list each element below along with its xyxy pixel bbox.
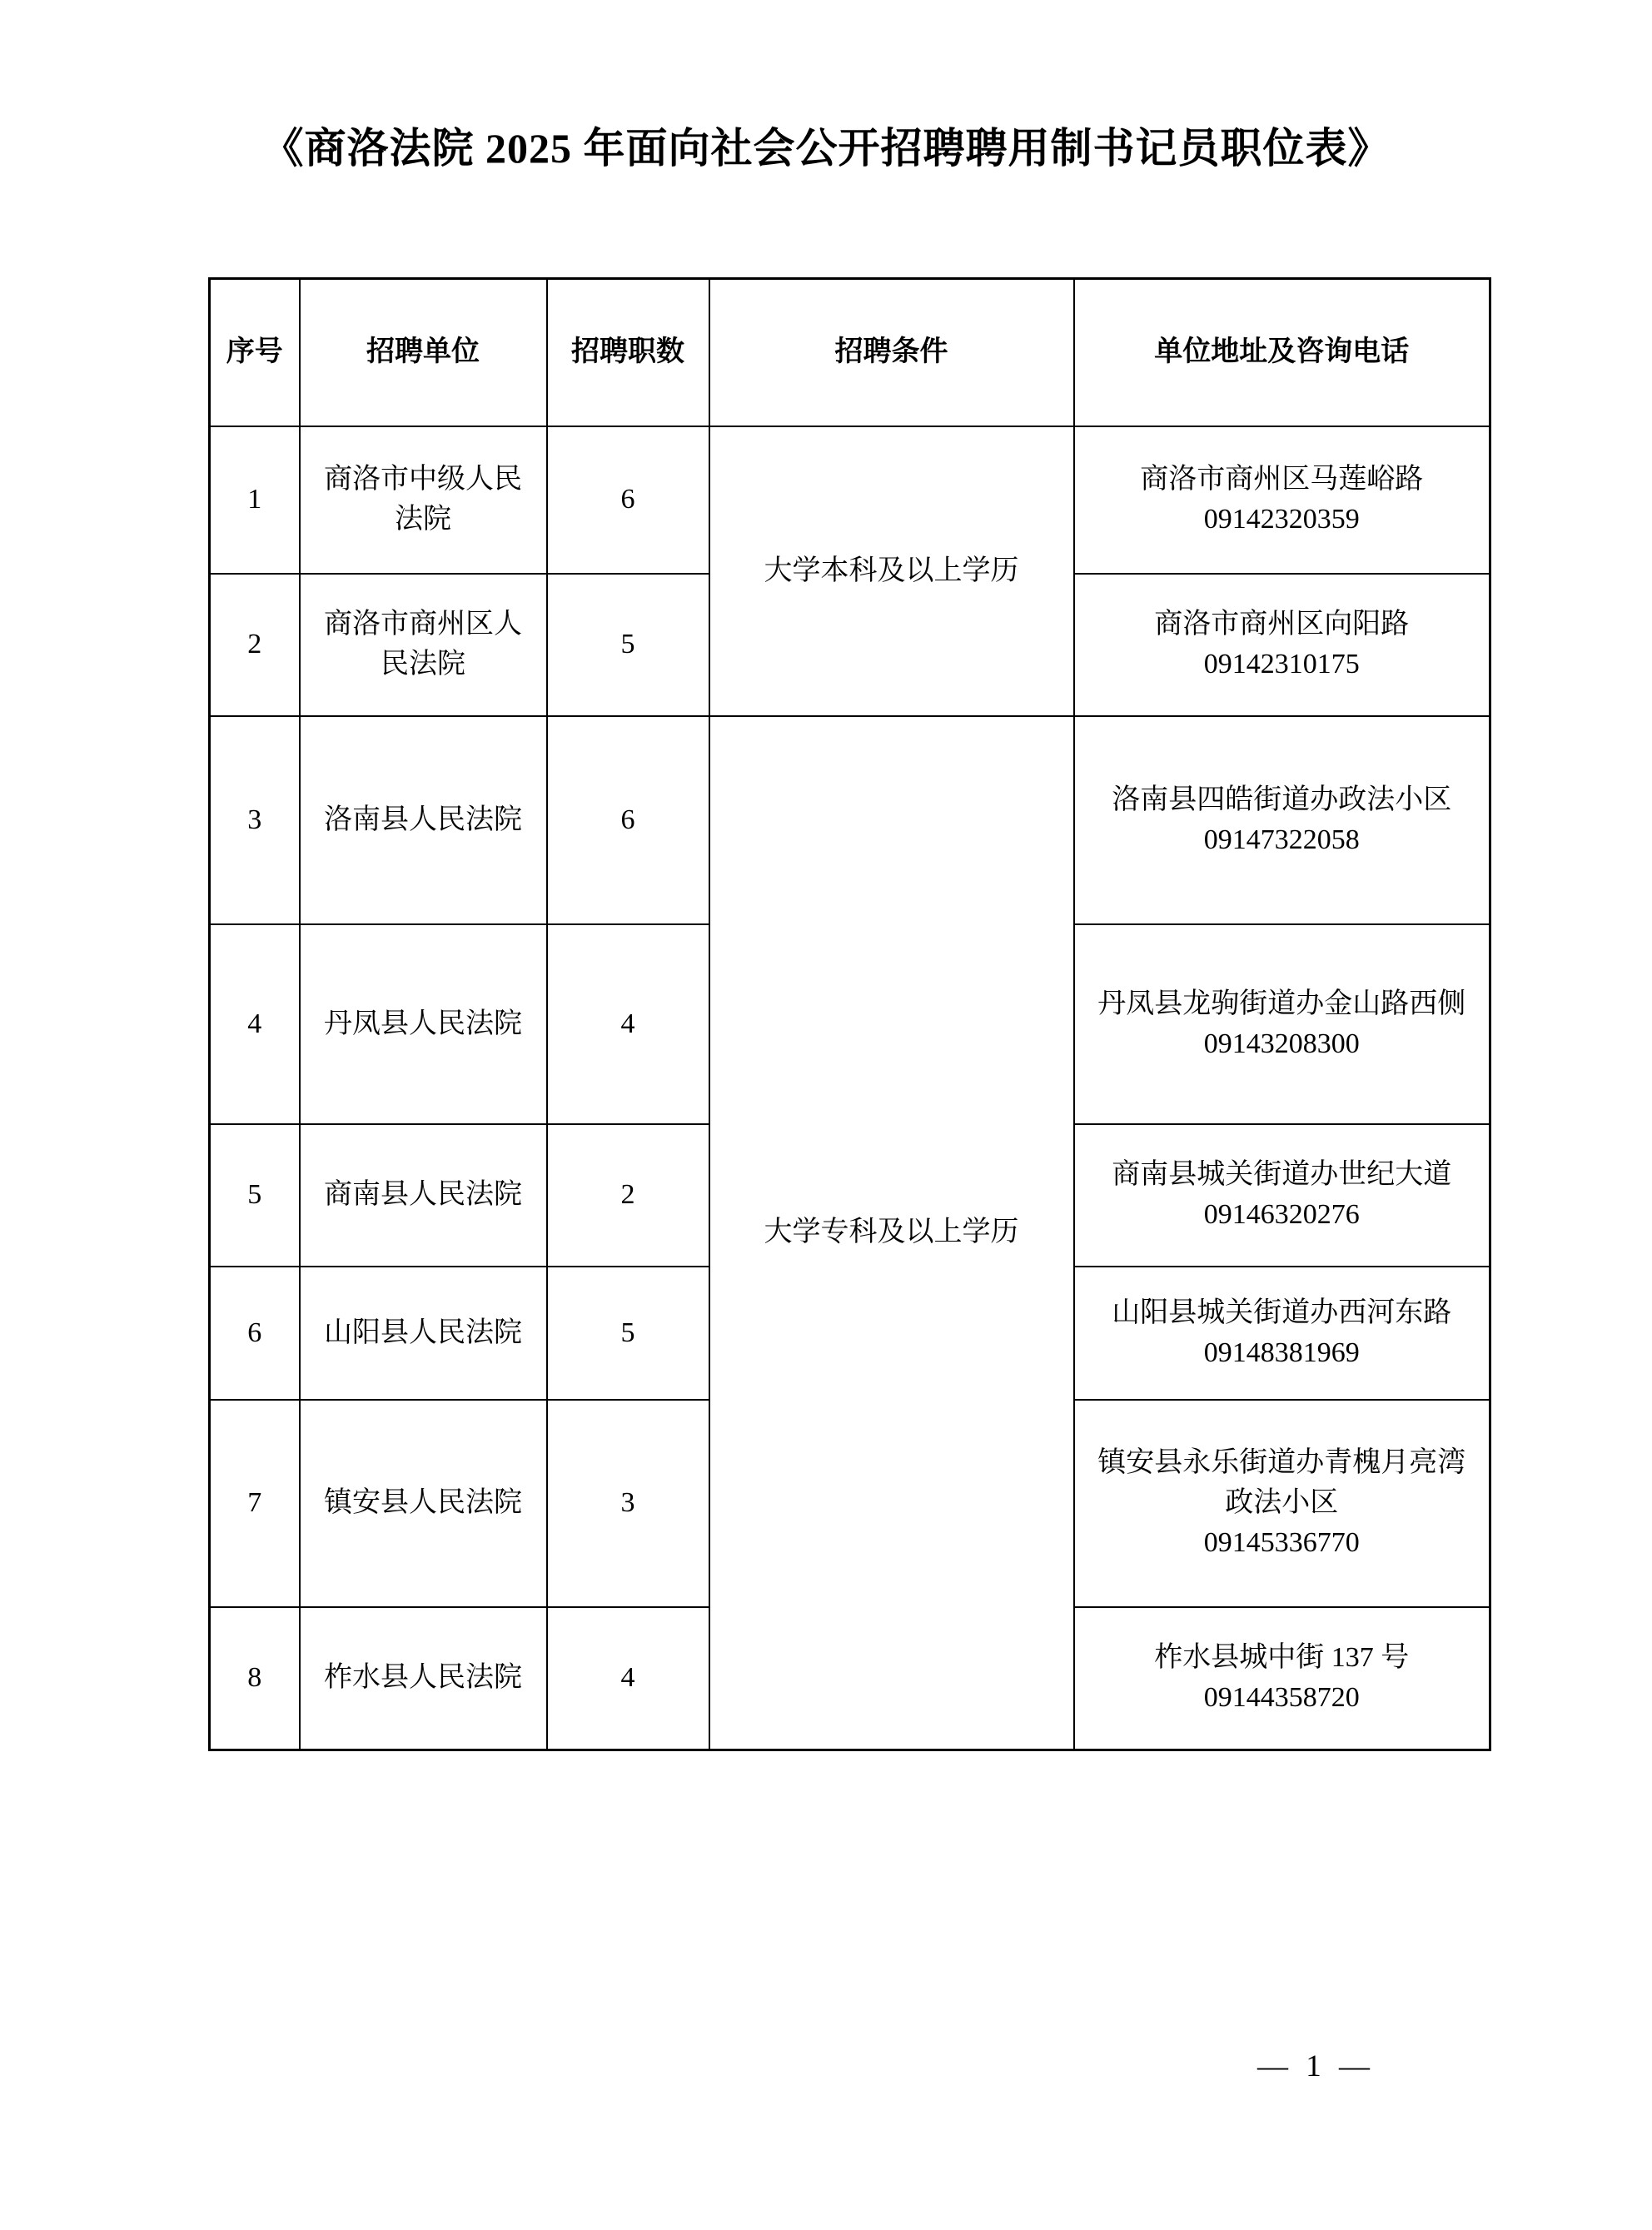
cell-position-count: 2 (547, 1124, 709, 1267)
table-header-row (210, 279, 1490, 426)
cell-address-phone (1074, 1267, 1490, 1400)
cell-address-phone (1074, 924, 1490, 1124)
cell-position-count: 5 (547, 1267, 709, 1400)
cell-address-phone (1074, 1607, 1490, 1750)
cell-serial-number: 4 (210, 924, 300, 1124)
cell-recruiting-unit: 洛南县人民法院 (300, 716, 547, 924)
cell-recruiting-unit: 山阳县人民法院 (300, 1267, 547, 1400)
cell-recruitment-condition: 大学本科及以上学历 (709, 426, 1074, 716)
cell-serial-number: 1 (210, 426, 300, 574)
phone-line: 09142310175 (1203, 649, 1360, 679)
phone-line: 09143208300 (1203, 1028, 1360, 1059)
cell-serial-number: 5 (210, 1124, 300, 1267)
phone-line: 09147322058 (1203, 824, 1360, 855)
header-address-phone: 单位地址及咨询电话 (1074, 279, 1490, 426)
positions-table (208, 277, 1491, 1751)
table-row (210, 426, 1490, 574)
phone-line: 09142320359 (1203, 504, 1360, 535)
cell-recruiting-unit: 商南县人民法院 (300, 1124, 547, 1267)
phone-line: 09148381969 (1203, 1337, 1360, 1368)
cell-serial-number: 3 (210, 716, 300, 924)
cell-serial-number: 8 (210, 1607, 300, 1750)
cell-address-phone (1074, 1124, 1490, 1267)
page-number: — 1 — (1257, 2049, 1375, 2083)
cell-position-count: 6 (547, 426, 709, 574)
cell-address-phone (1074, 574, 1490, 716)
address-line: 洛南县四皓街道办政法小区 (1112, 784, 1452, 815)
address-line: 商洛市商州区向阳路 (1154, 609, 1410, 640)
address-line: 商洛市商州区马莲峪路 (1140, 464, 1424, 495)
cell-position-count: 5 (547, 574, 709, 716)
address-line: 镇安县永乐街道办青槐月亮湾政法小区 (1097, 1447, 1466, 1518)
document-title: 《商洛法院 2025 年面向社会公开招聘聘用制书记员职位表》 (261, 125, 1391, 172)
cell-recruiting-unit: 镇安县人民法院 (300, 1400, 547, 1607)
cell-position-count: 3 (547, 1400, 709, 1607)
table-row (210, 716, 1490, 924)
cell-address-phone (1074, 426, 1490, 574)
cell-position-count: 4 (547, 1607, 709, 1750)
header-recruiting-unit: 招聘单位 (300, 279, 547, 426)
address-line: 丹凤县龙驹街道办金山路西侧 (1097, 988, 1466, 1019)
address-line: 商南县城关街道办世纪大道 (1112, 1159, 1452, 1190)
cell-recruiting-unit: 丹凤县人民法院 (300, 924, 547, 1124)
cell-recruiting-unit: 商洛市中级人民法院 (300, 426, 547, 574)
header-recruitment-condition: 招聘条件 (709, 279, 1074, 426)
cell-recruitment-condition: 大学专科及以上学历 (709, 716, 1074, 1750)
header-position-count: 招聘职数 (547, 279, 709, 426)
cell-serial-number: 7 (210, 1400, 300, 1607)
address-line: 山阳县城关街道办西河东路 (1112, 1297, 1452, 1328)
cell-serial-number: 2 (210, 574, 300, 716)
cell-serial-number: 6 (210, 1267, 300, 1400)
cell-position-count: 4 (547, 924, 709, 1124)
cell-recruiting-unit: 商洛市商州区人民法院 (300, 574, 547, 716)
phone-line: 09144358720 (1203, 1682, 1360, 1714)
phone-line: 09145336770 (1203, 1527, 1360, 1558)
header-serial-number: 序号 (210, 279, 300, 426)
cell-recruiting-unit: 柞水县人民法院 (300, 1607, 547, 1750)
cell-address-phone (1074, 1400, 1490, 1607)
cell-address-phone (1074, 716, 1490, 924)
address-line: 柞水县城中街 137 号 (1154, 1642, 1410, 1674)
phone-line: 09146320276 (1203, 1199, 1360, 1230)
cell-position-count: 6 (547, 716, 709, 924)
